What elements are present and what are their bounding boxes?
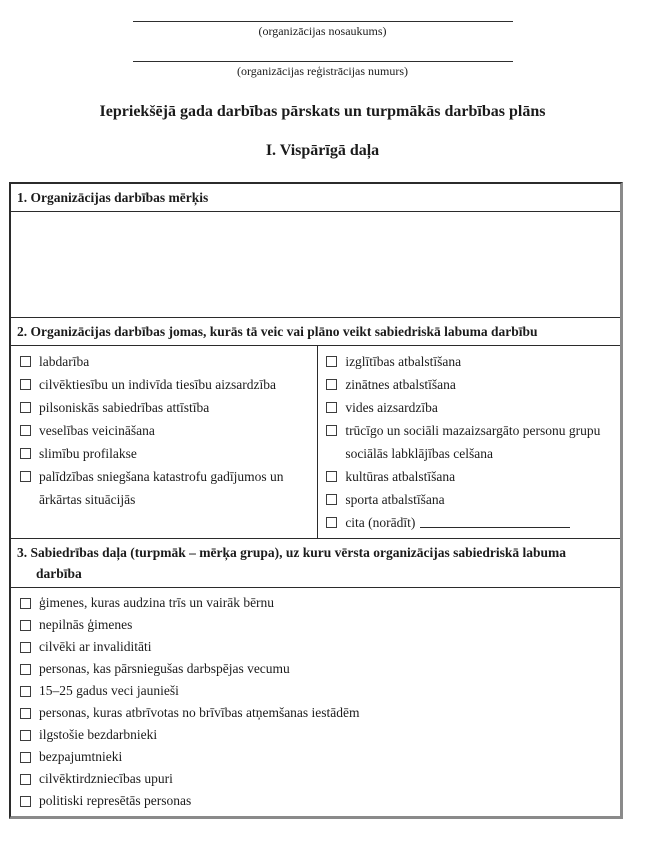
checkbox-icon[interactable] — [20, 598, 31, 609]
checkbox-icon[interactable] — [20, 620, 31, 631]
checkbox-item — [19, 396, 313, 419]
checkbox-label: veselības veicināšana — [39, 423, 155, 438]
org-reg-input-line[interactable] — [133, 61, 513, 62]
checkbox-item — [325, 350, 614, 373]
checkbox-label: nepilnās ģimenes — [39, 617, 133, 632]
checkbox-item — [19, 465, 313, 511]
checkbox-item — [19, 680, 614, 702]
checkbox-item — [19, 442, 313, 465]
part-heading: I. Vispārīgā daļa — [265, 142, 380, 159]
checkbox-icon[interactable] — [326, 471, 337, 482]
checkbox-icon[interactable] — [20, 356, 31, 367]
checkbox-icon[interactable] — [20, 752, 31, 763]
section2-right-column — [317, 346, 620, 538]
checkbox-label: personas, kas pārsniegušas darbspējas vecumu — [39, 661, 290, 676]
checkbox-icon[interactable] — [326, 494, 337, 505]
checkbox-item-other — [325, 511, 614, 534]
section3-body — [11, 588, 620, 816]
org-reg-caption: (organizācijas reģistrācijas numurs) — [236, 64, 409, 78]
checkbox-label: zinātnes atbalstīšana — [345, 377, 456, 392]
goal-input-area[interactable] — [11, 212, 620, 318]
section2-heading-row — [11, 318, 620, 346]
checkbox-item — [325, 488, 614, 511]
checkbox-item — [19, 350, 313, 373]
checkbox-label: izglītības atbalstīšana — [345, 354, 462, 369]
checkbox-item — [19, 658, 614, 680]
section1-heading-row — [11, 184, 620, 212]
section2-heading: 2. Organizācijas darbības jomas, kurās tā veic vai plāno veikt sabiedriskā labuma darbību — [17, 324, 538, 339]
checkbox-icon[interactable] — [20, 425, 31, 436]
org-name-input-line[interactable] — [133, 21, 513, 22]
checkbox-label: ilgstošie bezdarbnieki — [39, 727, 158, 742]
checkbox-item — [19, 790, 614, 812]
checkbox-icon[interactable] — [20, 402, 31, 413]
org-name-caption: (organizācijas nosaukums) — [258, 24, 387, 38]
section3-heading: 3. Sabiedrības daļa (turpmāk – mērķa grupa), uz kuru vērsta organizācijas sabiedriskā labuma darbība — [17, 545, 567, 581]
checkbox-item — [325, 396, 614, 419]
checkbox-icon[interactable] — [326, 402, 337, 413]
checkbox-icon[interactable] — [20, 730, 31, 741]
section1-heading: 1. Organizācijas darbības mērķis — [17, 190, 209, 205]
checkbox-icon[interactable] — [20, 379, 31, 390]
checkbox-label: 15–25 gadus veci jaunieši — [39, 683, 179, 698]
section3-heading-row — [11, 539, 620, 588]
checkbox-icon[interactable] — [20, 796, 31, 807]
checkbox-item — [19, 373, 313, 396]
checkbox-item — [19, 419, 313, 442]
checkbox-label: cilvēktirdzniecības upuri — [39, 771, 173, 786]
checkbox-icon[interactable] — [20, 708, 31, 719]
document-title: Iepriekšējā gada darbības pārskats un turpmākās darbības plāns — [99, 103, 546, 120]
checkbox-item — [19, 702, 614, 724]
checkbox-icon[interactable] — [20, 686, 31, 697]
checkbox-icon[interactable] — [20, 774, 31, 785]
checkbox-item — [19, 614, 614, 636]
checkbox-item — [19, 724, 614, 746]
other-input-line[interactable] — [420, 511, 570, 528]
checkbox-icon[interactable] — [326, 356, 337, 367]
checkbox-item — [325, 465, 614, 488]
section2-left-column — [11, 346, 317, 538]
checkbox-item — [19, 746, 614, 768]
checkbox-item — [325, 419, 614, 465]
checkbox-label: palīdzības sniegšana katastrofu gadījumos un ārkārtas situācijās — [39, 469, 284, 507]
checkbox-label: politiski represētās personas — [39, 793, 192, 808]
checkbox-item — [19, 592, 614, 614]
section2-body — [11, 346, 620, 539]
checkbox-icon[interactable] — [326, 517, 337, 528]
checkbox-label: slimību profilakse — [39, 446, 137, 461]
checkbox-icon[interactable] — [20, 471, 31, 482]
checkbox-item — [19, 636, 614, 658]
checkbox-label: cilvēki ar invaliditāti — [39, 639, 152, 654]
checkbox-label: trūcīgo un sociāli mazaizsargāto personu grupu sociālās labklājības celšana — [345, 423, 601, 461]
checkbox-icon[interactable] — [326, 379, 337, 390]
checkbox-label: pilsoniskās sabiedrības attīstība — [39, 400, 210, 415]
form-table — [9, 182, 623, 819]
checkbox-label: sporta atbalstīšana — [345, 492, 445, 507]
org-reg-block — [133, 61, 513, 79]
checkbox-label: cilvēktiesību un indivīda tiesību aizsardzība — [39, 377, 276, 392]
checkbox-icon[interactable] — [20, 664, 31, 675]
checkbox-item — [325, 373, 614, 396]
checkbox-label: ģimenes, kuras audzina trīs un vairāk bērnu — [39, 595, 275, 610]
checkbox-item — [19, 768, 614, 790]
org-name-block — [133, 0, 513, 39]
checkbox-icon[interactable] — [326, 425, 337, 436]
checkbox-label: personas, kuras atbrīvotas no brīvības atņemšanas iestādēm — [39, 705, 360, 720]
checkbox-label: labdarība — [39, 354, 90, 369]
checkbox-label: cita (norādīt) — [345, 515, 416, 530]
checkbox-icon[interactable] — [20, 642, 31, 653]
checkbox-icon[interactable] — [20, 448, 31, 459]
checkbox-label: bezpajumtnieki — [39, 749, 123, 764]
checkbox-label: vides aizsardzība — [345, 400, 438, 415]
checkbox-label: kultūras atbalstīšana — [345, 469, 456, 484]
